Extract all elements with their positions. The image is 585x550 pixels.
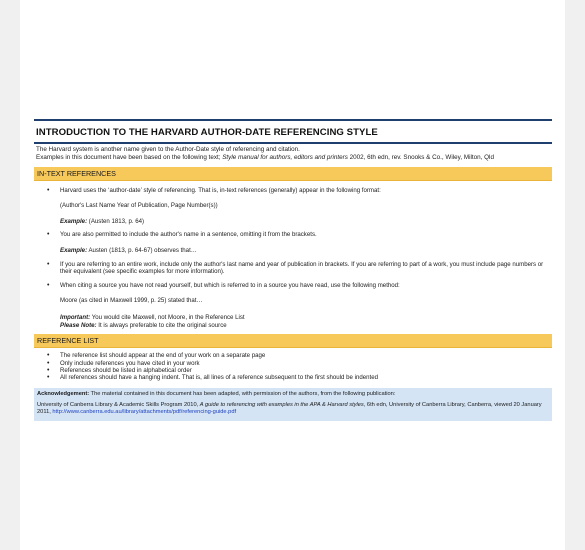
list-item: [46, 282, 552, 290]
reference-list: [34, 348, 552, 386]
example-text: (Austen 1813, p. 64): [87, 217, 145, 225]
important-text: You would cite Maxwell, not Moore, in the Reference List: [90, 313, 245, 321]
citation-prefix: University of Canberra Library & Academic Skills Program 2010,: [37, 402, 200, 409]
in-text-list: [34, 181, 552, 330]
acknowledgement-label: Acknowledgement:: [37, 390, 90, 397]
in-text-item-2: You are also permitted to include the author's name in a sentence, omitting it from the brackets.: [60, 231, 317, 239]
bullet-icon: •: [47, 186, 50, 194]
reference-rule-4: All references should have a hanging indent. That is, all lines of a reference subsequent to the first should be indented: [60, 374, 378, 382]
bullet-icon: •: [47, 260, 50, 268]
important-note: [60, 314, 552, 322]
bullet-icon: •: [47, 352, 50, 360]
referencing-guide-link[interactable]: http://www.canberra.edu.au/library/attachments/pdf/referencing-guide.pdf: [52, 409, 237, 416]
reference-list-heading: REFERENCE LIST: [34, 334, 552, 348]
bullet-icon: •: [47, 231, 50, 239]
bullet-icon: •: [47, 281, 50, 289]
list-item: [46, 374, 552, 381]
document-content: [34, 119, 552, 421]
in-text-format: (Author's Last Name Year of Publication, Page Number(s)): [60, 202, 218, 210]
in-text-item-3: If you are referring to an entire work, include only the author's last name and year of publication in brackets. If you are referring to part of a work, you must include page numbers or their equivalent (see specific examples for more information).: [60, 260, 544, 276]
in-text-example-2: [46, 247, 552, 255]
list-item: [46, 367, 552, 374]
intro-line-2: [36, 154, 552, 162]
please-note: [60, 322, 552, 330]
example-label: Example:: [60, 217, 88, 225]
in-text-example-4: Moore (as cited in Maxwell 1999, p. 25) stated that…: [60, 297, 203, 305]
example-text: Austen (1813, p. 64-67) observes that…: [87, 246, 197, 254]
intro-line-2-suffix: 2002, 6th edn, rev. Snooks & Co., Wiley, Milton, Qld: [347, 154, 494, 162]
in-text-item-4: When citing a source you have not read yourself, but which is referred to in a source you have read, use the following method:: [60, 281, 400, 289]
list-item: [46, 261, 552, 276]
important-label: Important:: [60, 313, 91, 321]
reference-rule-2: Only include references you have cited in your work: [60, 359, 200, 367]
list-item: [46, 187, 552, 195]
list-item: [46, 352, 552, 359]
bullet-icon: •: [47, 374, 50, 382]
list-item: [46, 231, 552, 239]
acknowledgement-box: [34, 388, 552, 421]
citation-title: A guide to referencing with examples in the APA & Harvard styles: [199, 402, 364, 409]
bullet-icon: •: [47, 359, 50, 367]
in-text-item-1: Harvard uses the ‘author-date’ style of referencing. That is, in-text references (generally) appear in the following format:: [60, 186, 381, 194]
intro-line-1: The Harvard system is another name given to the Author-Date style of referencing and citation.: [36, 146, 300, 153]
list-item: [46, 360, 552, 367]
acknowledgement-text: The material contained in this document has been adapted, with permission of the authors, from the following publication:: [89, 390, 396, 397]
bullet-icon: •: [47, 366, 50, 374]
intro-line-2-prefix: Examples in this document have been based on the following text;: [36, 154, 223, 162]
document-title: INTRODUCTION TO THE HARVARD AUTHOR-DATE REFERENCING STYLE: [36, 127, 378, 138]
intro-paragraph: [34, 144, 552, 163]
example-label: Example:: [60, 246, 88, 254]
citation-suffix: , 6th edn, University of Canberra Library, Canberra, viewed 20 January 2011,: [37, 402, 542, 416]
intro-source-title: Style manual for authors, editors and printers: [222, 154, 348, 162]
note-text: It is always preferable to cite the original source: [96, 321, 227, 329]
acknowledgement-citation: [37, 402, 549, 417]
in-text-example-1: [46, 218, 552, 226]
note-label: Please Note:: [60, 321, 97, 329]
in-text-heading: IN-TEXT REFERENCES: [34, 167, 552, 181]
reference-rule-1: The reference list should appear at the end of your work on a separate page: [60, 352, 266, 360]
reference-rule-3: References should be listed in alphabetical order: [60, 366, 192, 374]
important-notes: [46, 314, 552, 329]
acknowledgement-intro: [37, 391, 549, 398]
document-page: [20, 0, 565, 550]
